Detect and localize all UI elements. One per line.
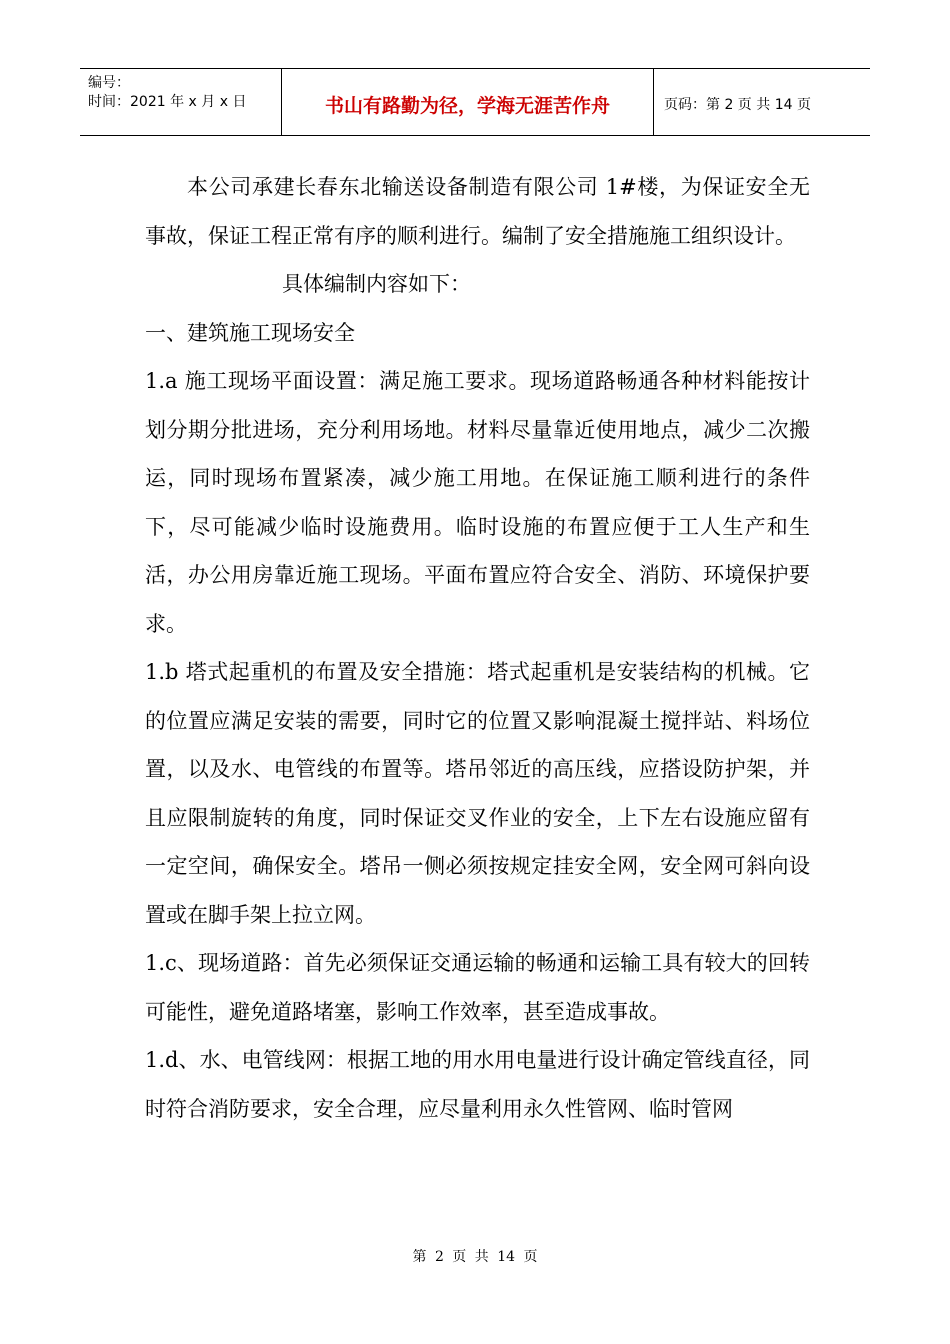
document-date-label: 时间：2021 年 x 月 x 日 <box>88 94 247 110</box>
header-motto: 书山有路勤为径，学海无涯苦作舟 <box>282 69 654 135</box>
page-footer: 第 2 页 共 14 页 <box>412 1249 538 1265</box>
item-1d-paragraph: 1.d、水、电管线网：根据工地的用水用电量进行设计确定管线直径，同时符合消防要求，安全合理，应尽量利用永久性管网、临时管网 <box>145 1048 810 1121</box>
item-1b-paragraph: 1.b 塔式起重机的布置及安全措施：塔式起重机是安装结构的机械。它的位置应满足安装的需要，同时它的位置又影响混凝土搅拌站、料场位置，以及水、电管线的布置等。塔吊邻近的高压线，应搭设防护架，并且应限制旋转的角度，同时保证交叉作业的安全，上下左右设施应留有一定空间，确保安全。塔吊一侧必须按规定挂安全网，安全网可斜向设置或在脚手架上拉立网。 <box>145 660 810 927</box>
document-body <box>145 163 810 1133</box>
content-subheading: 具体编制内容如下： <box>282 272 471 296</box>
header-meta-cell <box>80 69 282 135</box>
header-page-info: 页码：第 2 页 共 14 页 <box>664 97 811 113</box>
document-header <box>80 68 870 136</box>
item-1c-paragraph: 1.c、现场道路：首先必须保证交通运输的畅通和运输工具有较大的回转可能性，避免道路堵塞，影响工作效率，甚至造成事故。 <box>145 951 810 1024</box>
intro-paragraph: 本公司承建长春东北输送设备制造有限公司 1#楼，为保证安全无事故，保证工程正常有序的顺利进行。编制了安全措施施工组织设计。 <box>145 175 810 248</box>
item-1a-paragraph: 1.a 施工现场平面设置：满足施工要求。现场道路畅通各种材料能按计划分期分批进场，充分利用场地。材料尽量靠近使用地点，减少二次搬运，同时现场布置紧凑，减少施工用地。在保证施工顺利进行的条件下，尽可能减少临时设施费用。临时设施的布置应便于工人生产和生活，办公用房靠近施工现场。平面布置应符合安全、消防、环境保护要求。 <box>145 369 810 636</box>
section-title: 一、建筑施工现场安全 <box>145 320 355 345</box>
document-number-label: 编号： <box>88 75 130 91</box>
